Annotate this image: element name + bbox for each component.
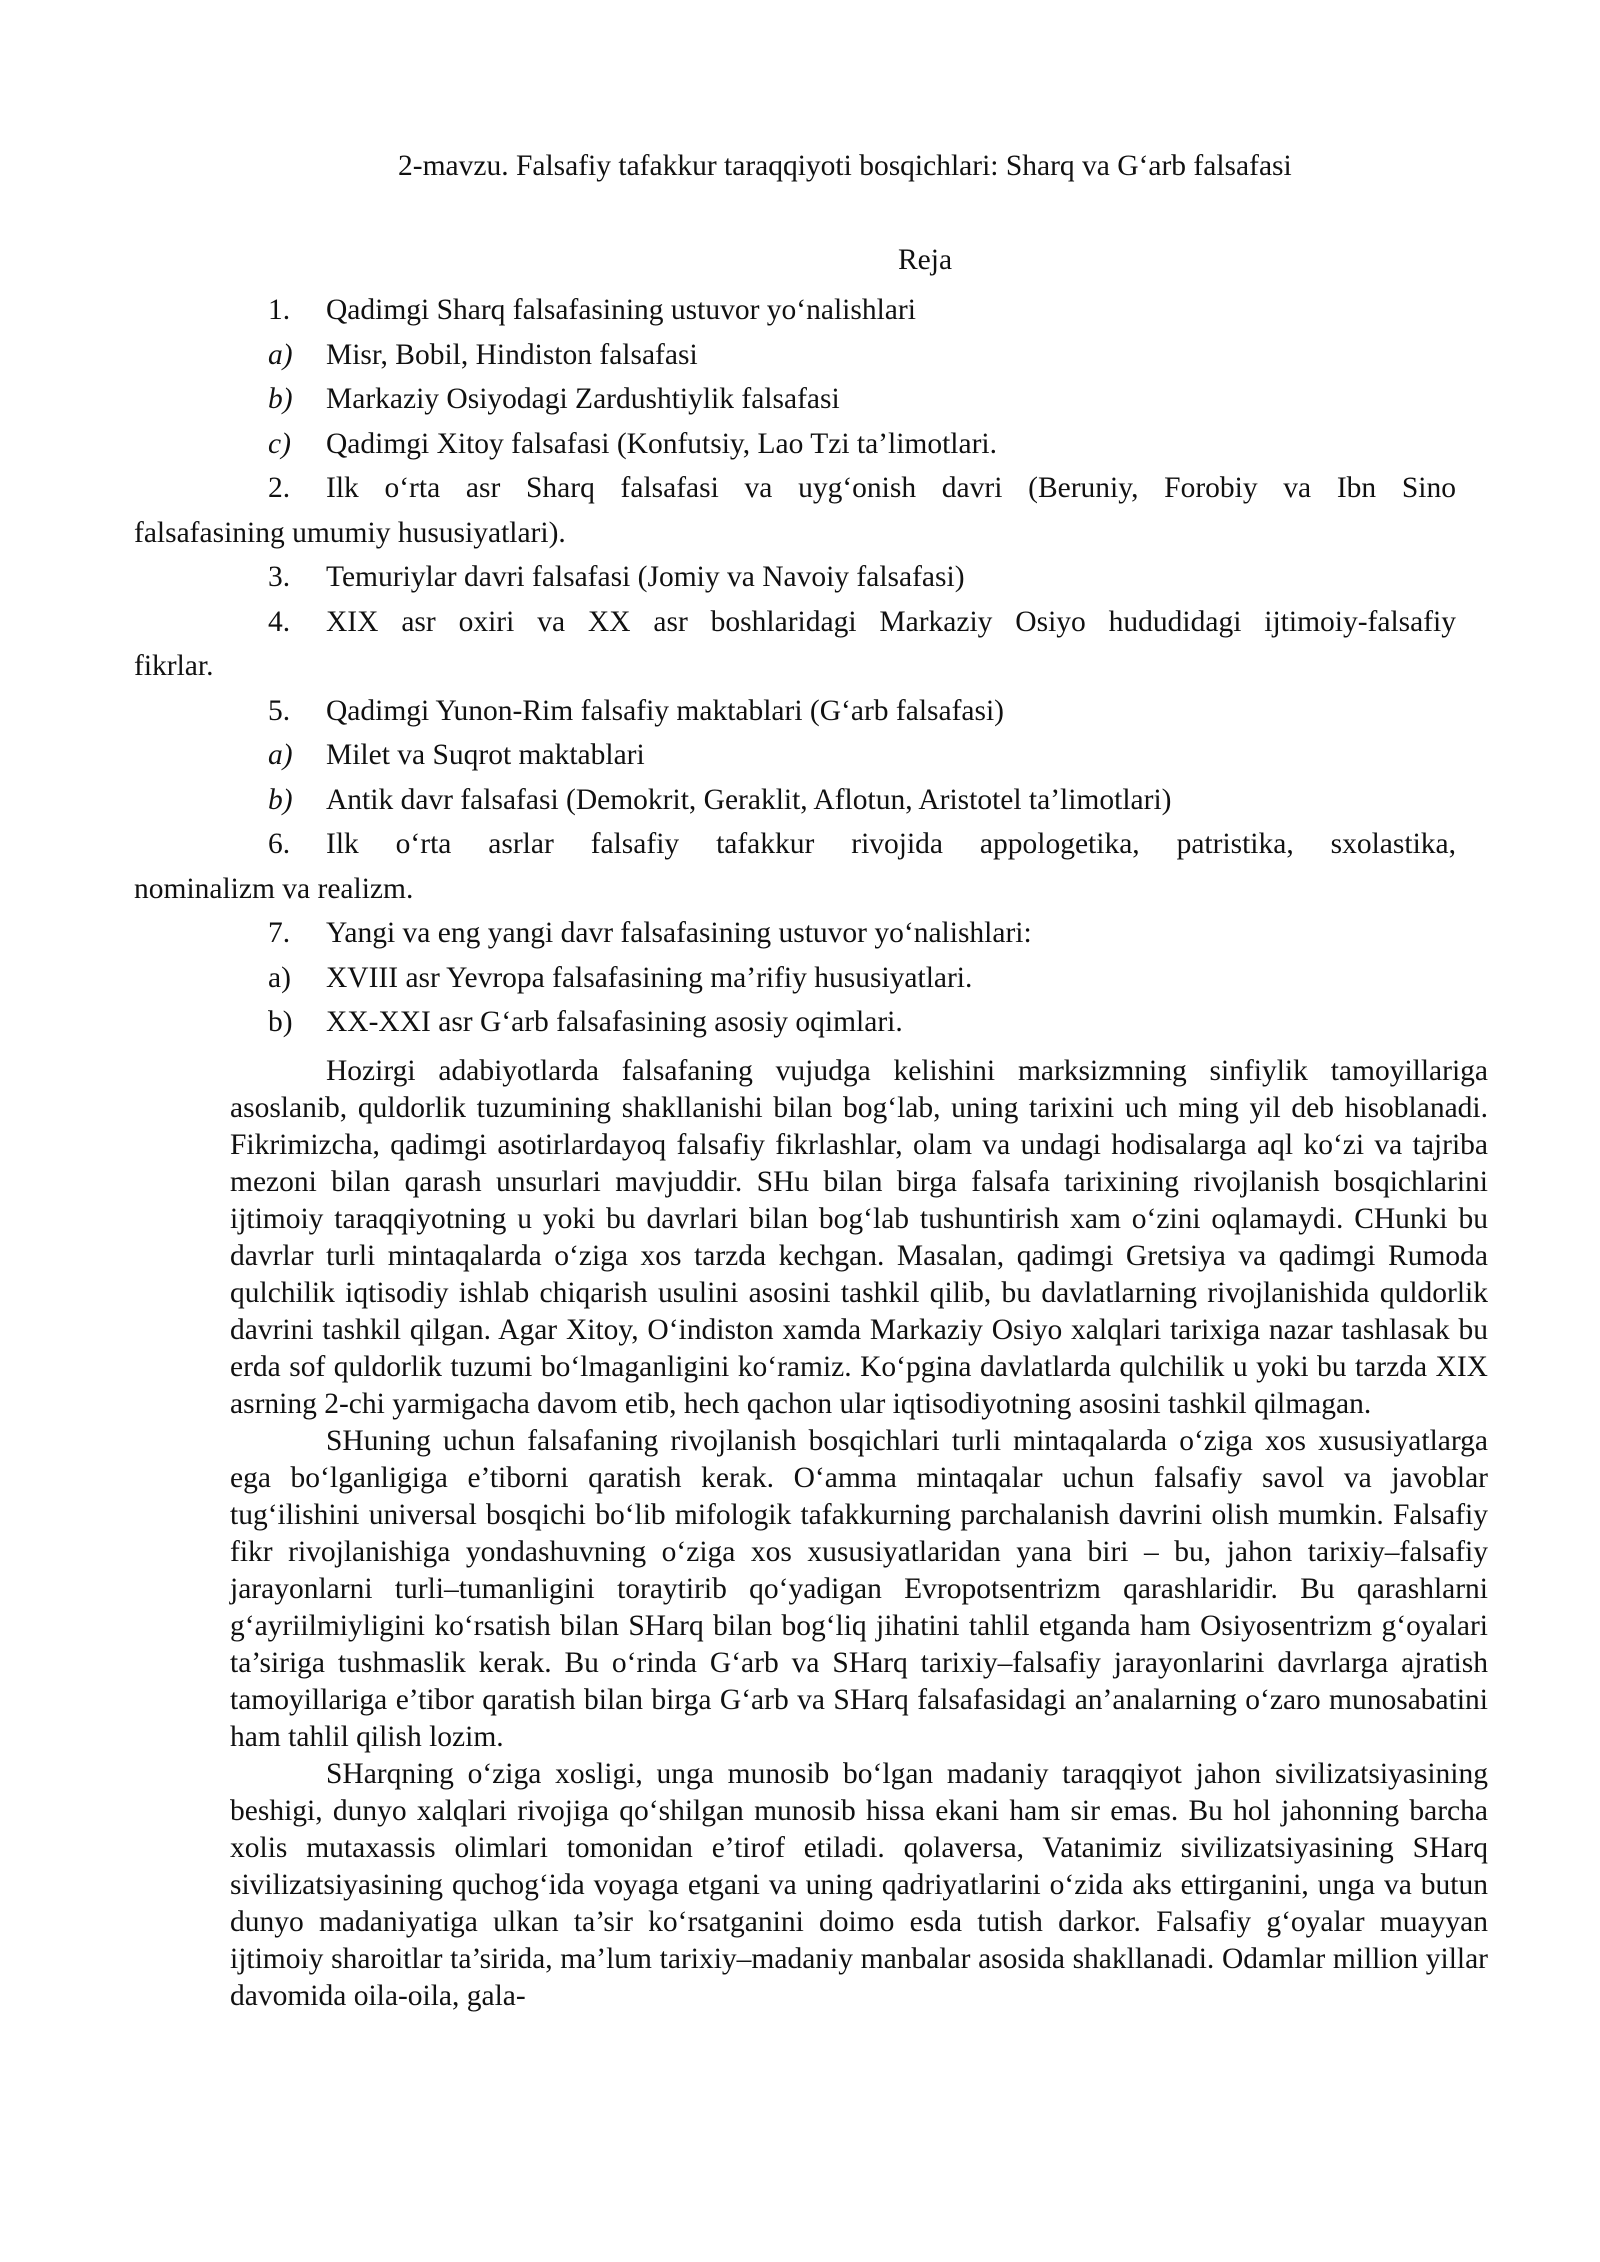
plan-item-text: XVIII asr Yevropa falsafasining ma’rifiy hususiyatlari. <box>326 961 973 994</box>
plan-item-marker: a) <box>268 739 293 771</box>
plan-item-marker: 6. <box>268 828 291 860</box>
plan-item-text: Misr, Bobil, Hindiston falsafasi <box>326 338 698 371</box>
plan-item <box>230 1000 1456 1045</box>
plan-item-marker: a) <box>268 961 291 994</box>
plan-item-marker: 5. <box>268 694 291 727</box>
plan-item-text: Ilk o‘rta asr Sharq falsafasi va uyg‘onish davri (Beruniy, Forobiy va Ibn Sino <box>326 472 1456 504</box>
plan-item-marker: a) <box>268 338 293 371</box>
plan-item-marker: 3. <box>268 561 291 593</box>
plan-item-marker: 4. <box>268 605 291 638</box>
plan-item-marker: 1. <box>268 294 291 326</box>
plan-item-text: Temuriylar davri falsafasi (Jomiy va Navoiy falsafasi) <box>326 561 965 593</box>
plan-heading: Reja <box>898 244 953 276</box>
plan-item <box>230 733 1456 778</box>
plan-item-continuation: falsafasining umumiy hususiyatlari). <box>134 516 566 549</box>
plan-item <box>230 778 1456 823</box>
plan-item-text: Milet va Suqrot maktablari <box>326 739 645 771</box>
body-paragraph: Hozirgi adabiyotlarda falsafaning vujudga kelishini marksizmning sinfiylik tamoyillariga asoslanib, quldorlik tuzumining shakllanishi bilan bog‘lab, uning tarixini uch ming yil deb hisoblanadi. Fikrimizcha, qadimgi asotirlardayoq falsafiy fikrlashlar, olam va undagi hodisalarga aql ko‘zi va tajriba mezoni bilan qarash unsurlari mavjuddir. SHu bilan birga falsafa tarixining rivojlanish bosqichlarini ijtimoiy taraqqiyotning u yoki bu davrlari bilan bog‘lab tushuntirish xam o‘zini oqlamaydi. CHunki bu davrlar turli mintaqalarda o‘ziga xos tarzda kechgan. Masalan, qadimgi Gretsiya va qadimgi Rumoda qulchilik iqtisodiy ishlab chiqarish usulini asosini tashkil qilib, bu davlatlarning rivojlanishida quldorlik davrini tashkil qilgan. Agar Xitoy, O‘indiston xamda Markaziy Osiyo xalqlari tarixiga nazar tashlasak bu erda sof quldorlik tuzumi bo‘lmaganligini ko‘ramiz. Ko‘pgina davlatlarda qulchilik u yoki bu tarzda XIX asrning 2-chi yarmigacha davom etib, hech qachon ular iqtisodiyotning asosini tashkil qilmagan. <box>230 1055 1488 1420</box>
body-paragraph: SHuning uchun falsafaning rivojlanish bosqichlari turli mintaqalarda o‘ziga xos xususiyatlarga ega bo‘lganligiga e’tiborni qaratish kerak. O‘amma mintaqalar uchun falsafiy savol va javoblar tug‘ilishini universal bosqichi bo‘lib mifologik tafakkurning parchalanish davrini olish mumkin. Falsafiy fikr rivojlanishiga yondashuvning o‘ziga xos xususiyatlaridan yana biri – bu, jahon tarixiy–falsafiy jarayonlarni turli–tumanligini toraytirib qo‘yadigan Evropotsentrizm qarashlaridir. Bu qarashlarni g‘ayriilmiyligini ko‘rsatish bilan SHarq bilan bog‘liq jihatini tahlil etganda ham Osiyosentrizm g‘oyalari ta’siriga tushmaslik kerak. Bu o‘rinda G‘arb va SHarq tarixiy–falsafiy jarayonlarini davrlarga ajratish tamoyillariga e’tibor qaratish bilan birga G‘arb va SHarq falsafasidagi an’analarning o‘zaro munosabatini ham tahlil qilish lozim. <box>230 1425 1488 1753</box>
plan-item-marker: 2. <box>268 472 291 504</box>
plan-item <box>134 822 1456 911</box>
plan-item-continuation: fikrlar. <box>134 650 214 682</box>
plan-list <box>134 288 1456 1045</box>
plan-item <box>230 956 1456 1001</box>
plan-item-marker: b) <box>268 783 293 816</box>
plan-item-text: XIX asr oxiri va XX asr boshlaridagi Markaziy Osiyo hududidagi ijtimoiy-falsafiy <box>326 605 1456 638</box>
plan-item-text: XX-XXI asr G‘arb falsafasining asosiy oqimlari. <box>326 1006 903 1038</box>
plan-item-marker: b) <box>268 1006 293 1038</box>
plan-item <box>230 333 1456 378</box>
plan-item-marker: c) <box>268 427 291 460</box>
plan-item-text: Antik davr falsafasi (Demokrit, Geraklit, Aflotun, Aristotel ta’limotlari) <box>326 783 1172 816</box>
plan-item <box>230 422 1456 467</box>
plan-item <box>230 377 1456 422</box>
plan-item-text: Markaziy Osiyodagi Zardushtiylik falsafasi <box>326 383 840 415</box>
plan-item-text: Ilk o‘rta asrlar falsafiy tafakkur rivojida appologetika, patristika, sxolastika, <box>326 828 1456 860</box>
plan-item <box>230 689 1456 734</box>
plan-item-text: Qadimgi Xitoy falsafasi (Konfutsiy, Lao Tzi ta’limotlari. <box>326 427 997 460</box>
plan-item-continuation: nominalizm va realizm. <box>134 872 414 905</box>
plan-item-marker: b) <box>268 383 293 415</box>
plan-item <box>230 911 1456 956</box>
plan-item <box>134 466 1456 555</box>
plan-item <box>230 288 1456 333</box>
plan-item-marker: 7. <box>268 917 291 949</box>
document-body <box>230 1053 1488 2015</box>
body-paragraph: SHarqning o‘ziga xosligi, unga munosib bo‘lgan madaniy taraqqiyot jahon sivilizatsiyasining beshigi, dunyo xalqlari rivojiga qo‘shilgan munosib hissa ekani ham sir emas. Bu hol jahonning barcha xolis mutaxassis olimlari tomonidan e’tirof etiladi. qolaversa, Vatanimiz sivilizatsiyasining SHarq sivilizatsiyasining quchog‘ida voyaga etgani va uning qadriyatlarini o‘zida aks ettirganini, unga va butun dunyo madaniyatiga ulkan ta’sir ko‘rsatganini doimo esda tutish darkor. Falsafiy g‘oyalar muayyan ijtimoiy sharoitlar ta’sirida, ma’lum tarixiy–madaniy manbalar asosida shakllanadi. Odamlar million yillar davomida oila-oila, gala- <box>230 1758 1488 2012</box>
plan-item-text: Yangi va eng yangi davr falsafasining ustuvor yo‘nalishlari: <box>326 917 1032 949</box>
plan-item <box>134 600 1456 689</box>
document-title: 2-mavzu. Falsafiy tafakkur taraqqiyoti bosqichlari: Sharq va G‘arb falsafasi <box>398 150 1292 182</box>
plan-item-text: Qadimgi Sharq falsafasining ustuvor yo‘nalishlari <box>326 294 916 326</box>
plan-item <box>230 555 1456 600</box>
plan-item-text: Qadimgi Yunon-Rim falsafiy maktablari (G‘arb falsafasi) <box>326 694 1005 727</box>
